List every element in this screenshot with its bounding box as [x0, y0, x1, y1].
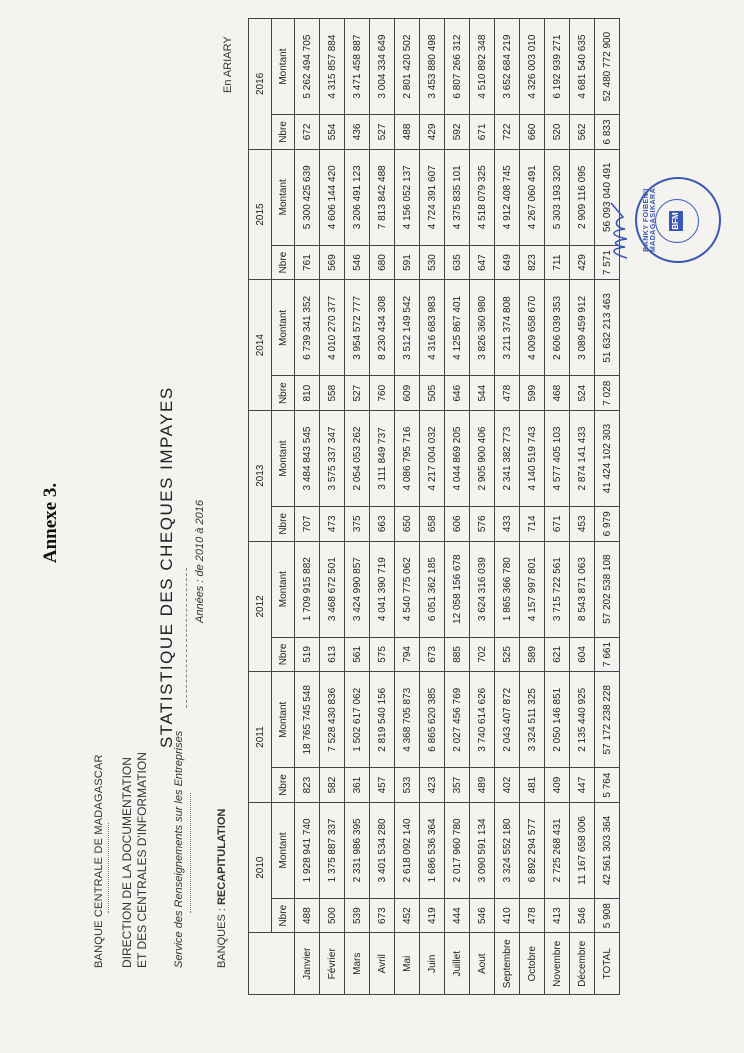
nbre-cell: 524	[570, 376, 595, 411]
montant-cell: 8 543 871 063	[570, 541, 595, 637]
divider	[186, 568, 187, 708]
montant-cell: 3 468 672 501	[320, 541, 345, 637]
table-row	[345, 19, 370, 995]
montant-cell: 2 017 960 780	[445, 802, 470, 898]
montant-cell: 3 424 990 857	[345, 541, 370, 637]
montant-cell: 4 315 857 884	[320, 19, 345, 115]
nbre-cell: 500	[320, 898, 345, 933]
montant-header: Montant	[272, 410, 295, 506]
nbre-cell: 6 833	[595, 115, 620, 150]
montant-cell: 3 111 849 737	[370, 410, 395, 506]
nbre-cell: 436	[345, 115, 370, 150]
montant-cell: 51 632 213 463	[595, 280, 620, 376]
nbre-cell: 419	[420, 898, 445, 933]
montant-cell: 4 912 408 745	[495, 149, 520, 245]
montant-cell: 3 211 374 808	[495, 280, 520, 376]
nbre-cell: 533	[395, 768, 420, 803]
month-cell: Juillet	[445, 933, 470, 995]
montant-cell: 57 172 238 228	[595, 672, 620, 768]
montant-cell: 3 740 614 626	[470, 672, 495, 768]
nbre-cell: 489	[470, 768, 495, 803]
montant-cell: 4 267 060 491	[520, 149, 545, 245]
montant-cell: 2 874 141 433	[570, 410, 595, 506]
nbre-header: Nbre	[272, 245, 295, 280]
montant-cell: 4 606 144 420	[320, 149, 345, 245]
nbre-cell: 375	[345, 507, 370, 542]
nbre-cell: 823	[520, 245, 545, 280]
nbre-cell: 452	[395, 898, 420, 933]
bank-stamp-icon	[635, 177, 721, 263]
nbre-cell: 707	[295, 507, 320, 542]
nbre-header: Nbre	[272, 637, 295, 672]
montant-cell: 3 090 591 134	[470, 802, 495, 898]
nbre-cell: 554	[320, 115, 345, 150]
nbre-cell: 361	[345, 768, 370, 803]
nbre-cell: 680	[370, 245, 395, 280]
montant-cell: 1 502 617 062	[345, 672, 370, 768]
year-header: 2012	[249, 541, 272, 672]
divider	[108, 823, 109, 913]
year-header: 2015	[249, 149, 272, 280]
nbre-cell: 527	[370, 115, 395, 150]
stamp-ring-text: BANKY FOIBEN'I MADAGASIKARA	[643, 187, 657, 253]
nbre-cell: 357	[445, 768, 470, 803]
nbre-cell: 621	[545, 637, 570, 672]
nbre-cell: 505	[420, 376, 445, 411]
table-row	[545, 19, 570, 995]
nbre-cell: 429	[570, 245, 595, 280]
nbre-cell: 453	[570, 507, 595, 542]
page-title: STATISTIQUE DES CHEQUES IMPAYES	[157, 386, 176, 748]
montant-cell: 3 715 722 561	[545, 541, 570, 637]
nbre-cell: 671	[470, 115, 495, 150]
table-row	[470, 19, 495, 995]
montant-header: Montant	[272, 802, 295, 898]
montant-cell: 12 058 156 678	[445, 541, 470, 637]
montant-cell: 3 826 360 980	[470, 280, 495, 376]
montant-cell: 6 192 939 271	[545, 19, 570, 115]
month-cell: Aout	[470, 933, 495, 995]
montant-cell: 56 093 040 491	[595, 149, 620, 245]
nbre-cell: 478	[495, 376, 520, 411]
montant-cell: 1 865 366 780	[495, 541, 520, 637]
nbre-header: Nbre	[272, 115, 295, 150]
nbre-cell: 413	[545, 898, 570, 933]
nbre-cell: 761	[295, 245, 320, 280]
montant-cell: 2 135 440 925	[570, 672, 595, 768]
total-row	[595, 19, 620, 995]
year-header: 2013	[249, 410, 272, 541]
nbre-cell: 650	[395, 507, 420, 542]
nbre-cell: 562	[570, 115, 595, 150]
nbre-cell: 544	[470, 376, 495, 411]
nbre-cell: 429	[420, 115, 445, 150]
montant-cell: 4 577 405 103	[545, 410, 570, 506]
nbre-cell: 519	[295, 637, 320, 672]
nbre-header: Nbre	[272, 376, 295, 411]
nbre-cell: 423	[420, 768, 445, 803]
total-label: TOTAL	[595, 933, 620, 995]
stamp-logo: BFM	[669, 211, 683, 231]
direction-line-2: ET DES CENTRALES D'INFORMATION	[135, 752, 149, 968]
table-row	[295, 19, 320, 995]
montant-cell: 1 686 536 364	[420, 802, 445, 898]
bank-name: BANQUE CENTRALE DE MADAGASCAR	[93, 754, 105, 968]
nbre-cell: 760	[370, 376, 395, 411]
montant-cell: 4 217 004 032	[420, 410, 445, 506]
nbre-cell: 7 571	[595, 245, 620, 280]
month-cell: Octobre	[520, 933, 545, 995]
year-header: 2010	[249, 802, 272, 933]
nbre-cell: 558	[320, 376, 345, 411]
nbre-cell: 527	[345, 376, 370, 411]
nbre-cell: 5 764	[595, 768, 620, 803]
nbre-cell: 673	[370, 898, 395, 933]
month-cell: Avril	[370, 933, 395, 995]
month-cell: Septembre	[495, 933, 520, 995]
montant-cell: 5 262 494 705	[295, 19, 320, 115]
nbre-cell: 468	[545, 376, 570, 411]
month-cell: Février	[320, 933, 345, 995]
montant-cell: 4 326 003 010	[520, 19, 545, 115]
montant-cell: 3 471 458 887	[345, 19, 370, 115]
montant-cell: 6 865 620 385	[420, 672, 445, 768]
nbre-cell: 546	[470, 898, 495, 933]
montant-cell: 4 086 795 716	[395, 410, 420, 506]
nbre-cell: 646	[445, 376, 470, 411]
montant-cell: 11 167 658 006	[570, 802, 595, 898]
nbre-cell: 488	[395, 115, 420, 150]
nbre-cell: 794	[395, 637, 420, 672]
montant-cell: 3 324 552 180	[495, 802, 520, 898]
nbre-cell: 561	[345, 637, 370, 672]
nbre-cell: 530	[420, 245, 445, 280]
montant-cell: 41 424 102 303	[595, 410, 620, 506]
montant-cell: 52 480 772 900	[595, 19, 620, 115]
montant-cell: 3 324 511 325	[520, 672, 545, 768]
nbre-cell: 606	[445, 507, 470, 542]
montant-cell: 8 230 434 308	[370, 280, 395, 376]
nbre-cell: 599	[520, 376, 545, 411]
montant-cell: 1 375 887 337	[320, 802, 345, 898]
nbre-cell: 5 908	[595, 898, 620, 933]
montant-cell: 3 089 459 912	[570, 280, 595, 376]
montant-cell: 3 512 149 542	[395, 280, 420, 376]
montant-cell: 3 453 880 498	[420, 19, 445, 115]
montant-cell: 2 050 146 851	[545, 672, 570, 768]
montant-cell: 4 010 270 377	[320, 280, 345, 376]
montant-cell: 4 140 519 743	[520, 410, 545, 506]
montant-cell: 4 041 390 719	[370, 541, 395, 637]
month-cell: Juin	[420, 933, 445, 995]
table-row	[395, 19, 420, 995]
montant-header: Montant	[272, 280, 295, 376]
nbre-cell: 488	[295, 898, 320, 933]
montant-cell: 6 739 341 352	[295, 280, 320, 376]
nbre-cell: 409	[545, 768, 570, 803]
nbre-cell: 575	[370, 637, 395, 672]
service-name: Service des Renseignements sur les Entreprises	[173, 730, 185, 968]
montant-cell: 4 681 540 635	[570, 19, 595, 115]
montant-cell: 57 202 538 108	[595, 541, 620, 637]
year-header-row	[249, 19, 272, 995]
nbre-header: Nbre	[272, 898, 295, 933]
statistics-table	[248, 18, 620, 995]
montant-cell: 2 341 382 773	[495, 410, 520, 506]
montant-cell: 3 954 572 777	[345, 280, 370, 376]
montant-cell: 2 331 986 395	[345, 802, 370, 898]
montant-cell: 2 054 053 262	[345, 410, 370, 506]
divider	[190, 793, 191, 913]
montant-header: Montant	[272, 541, 295, 637]
nbre-header: Nbre	[272, 507, 295, 542]
nbre-cell: 433	[495, 507, 520, 542]
nbre-cell: 7 661	[595, 637, 620, 672]
montant-cell: 3 652 684 219	[495, 19, 520, 115]
nbre-cell: 885	[445, 637, 470, 672]
montant-cell: 3 624 316 039	[470, 541, 495, 637]
banques-value: RECAPITULATION	[216, 808, 228, 906]
montant-cell: 2 618 092 140	[395, 802, 420, 898]
year-header: 2014	[249, 280, 272, 411]
nbre-cell: 481	[520, 768, 545, 803]
nbre-cell: 576	[470, 507, 495, 542]
year-header: 2011	[249, 672, 272, 803]
montant-cell: 3 575 337 347	[320, 410, 345, 506]
nbre-cell: 647	[470, 245, 495, 280]
nbre-cell: 444	[445, 898, 470, 933]
nbre-cell: 722	[495, 115, 520, 150]
table-row	[420, 19, 445, 995]
nbre-cell: 663	[370, 507, 395, 542]
direction-name	[120, 752, 150, 968]
nbre-cell: 473	[320, 507, 345, 542]
column-header-row	[272, 19, 295, 995]
nbre-cell: 649	[495, 245, 520, 280]
montant-cell: 4 510 892 348	[470, 19, 495, 115]
nbre-cell: 714	[520, 507, 545, 542]
table-row	[370, 19, 395, 995]
montant-cell: 7 813 842 488	[370, 149, 395, 245]
nbre-cell: 7 028	[595, 376, 620, 411]
nbre-cell: 546	[345, 245, 370, 280]
banques-label	[215, 809, 229, 968]
direction-line-1: DIRECTION DE LA DOCUMENTATION	[120, 757, 134, 968]
montant-cell: 2 725 268 431	[545, 802, 570, 898]
page-subtitle: Années : de 2010 à 2016	[194, 500, 206, 623]
month-cell: Décembre	[570, 933, 595, 995]
nbre-cell: 447	[570, 768, 595, 803]
banques-prefix: BANQUES :	[216, 905, 228, 968]
corner-cell	[249, 933, 295, 995]
nbre-cell: 660	[520, 115, 545, 150]
month-cell: Janvier	[295, 933, 320, 995]
nbre-cell: 546	[570, 898, 595, 933]
nbre-cell: 672	[295, 115, 320, 150]
montant-cell: 4 156 052 137	[395, 149, 420, 245]
currency-note: En ARIARY	[222, 36, 234, 93]
nbre-cell: 582	[320, 768, 345, 803]
nbre-cell: 604	[570, 637, 595, 672]
nbre-cell: 569	[320, 245, 345, 280]
table-row	[570, 19, 595, 995]
montant-cell: 3 004 334 649	[370, 19, 395, 115]
montant-header: Montant	[272, 672, 295, 768]
nbre-cell: 478	[520, 898, 545, 933]
table-row	[445, 19, 470, 995]
nbre-cell: 609	[395, 376, 420, 411]
montant-cell: 2 043 407 872	[495, 672, 520, 768]
montant-cell: 2 909 116 095	[570, 149, 595, 245]
montant-cell: 2 819 540 156	[370, 672, 395, 768]
month-cell: Novembre	[545, 933, 570, 995]
montant-cell: 5 303 193 320	[545, 149, 570, 245]
month-cell: Mars	[345, 933, 370, 995]
montant-cell: 4 125 867 401	[445, 280, 470, 376]
montant-cell: 4 540 775 062	[395, 541, 420, 637]
nbre-cell: 810	[295, 376, 320, 411]
nbre-cell: 520	[545, 115, 570, 150]
table-row	[495, 19, 520, 995]
montant-cell: 4 009 658 670	[520, 280, 545, 376]
montant-header: Montant	[272, 149, 295, 245]
nbre-cell: 410	[495, 898, 520, 933]
year-header: 2016	[249, 19, 272, 150]
nbre-cell: 539	[345, 898, 370, 933]
nbre-cell: 457	[370, 768, 395, 803]
montant-cell: 3 206 491 123	[345, 149, 370, 245]
montant-cell: 6 051 362 185	[420, 541, 445, 637]
montant-cell: 4 044 869 205	[445, 410, 470, 506]
nbre-cell: 671	[545, 507, 570, 542]
montant-cell: 18 765 745 548	[295, 672, 320, 768]
montant-cell: 1 709 915 882	[295, 541, 320, 637]
nbre-header: Nbre	[272, 768, 295, 803]
montant-cell: 42 561 303 364	[595, 802, 620, 898]
annexe-title: Annexe 3.	[40, 482, 61, 564]
nbre-cell: 613	[320, 637, 345, 672]
nbre-cell: 673	[420, 637, 445, 672]
montant-cell: 6 807 266 312	[445, 19, 470, 115]
nbre-cell: 635	[445, 245, 470, 280]
montant-cell: 7 528 430 836	[320, 672, 345, 768]
montant-cell: 3 484 843 545	[295, 410, 320, 506]
montant-cell: 4 368 705 873	[395, 672, 420, 768]
table-row	[320, 19, 345, 995]
nbre-cell: 6 979	[595, 507, 620, 542]
montant-cell: 4 518 079 325	[470, 149, 495, 245]
montant-cell: 3 401 534 280	[370, 802, 395, 898]
montant-cell: 4 724 391 607	[420, 149, 445, 245]
month-cell: Mai	[395, 933, 420, 995]
montant-cell: 1 928 941 740	[295, 802, 320, 898]
nbre-cell: 702	[470, 637, 495, 672]
table-row	[520, 19, 545, 995]
nbre-cell: 658	[420, 507, 445, 542]
nbre-cell: 823	[295, 768, 320, 803]
montant-cell: 4 157 997 801	[520, 541, 545, 637]
montant-header: Montant	[272, 19, 295, 115]
nbre-cell: 711	[545, 245, 570, 280]
nbre-cell: 589	[520, 637, 545, 672]
montant-cell: 5 300 425 639	[295, 149, 320, 245]
nbre-cell: 591	[395, 245, 420, 280]
nbre-cell: 525	[495, 637, 520, 672]
montant-cell: 2 905 900 406	[470, 410, 495, 506]
montant-cell: 2 606 039 353	[545, 280, 570, 376]
montant-cell: 2 801 420 502	[395, 19, 420, 115]
montant-cell: 6 892 294 577	[520, 802, 545, 898]
nbre-cell: 402	[495, 768, 520, 803]
montant-cell: 4 316 683 983	[420, 280, 445, 376]
montant-cell: 4 375 835 101	[445, 149, 470, 245]
montant-cell: 2 027 456 769	[445, 672, 470, 768]
nbre-cell: 592	[445, 115, 470, 150]
